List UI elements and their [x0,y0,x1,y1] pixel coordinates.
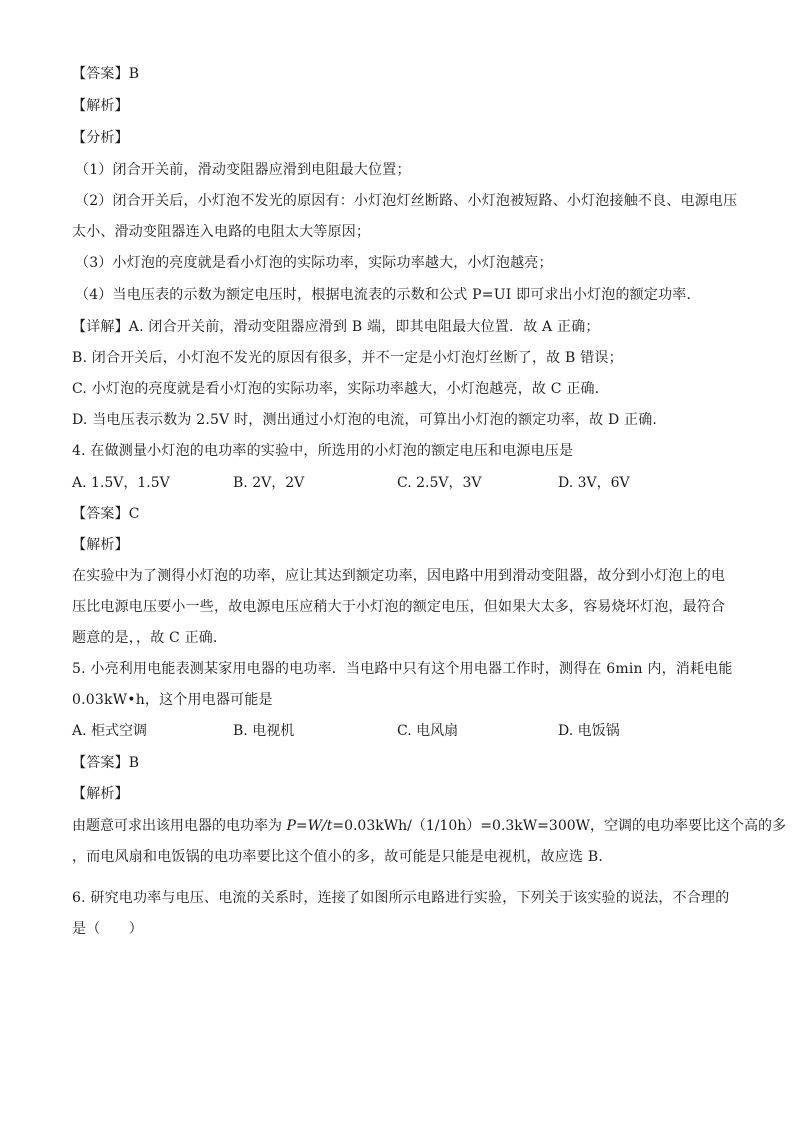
analysis-point-2: （2）闭合开关后，小灯泡不发光的原因有：小灯泡灯丝断路、小灯泡被短路、小灯泡接触不良、电源电压 [75,193,738,209]
q4-answer: 【答案】C [72,506,140,522]
q6-stem-1: 6. 研究电功率与电压、电流的关系时，连接了如图所示电路进行实验，下列关于该实验的说法，不合理的 [72,890,730,906]
q5-explanation-prefix: 由题意可求出该用电器的电功率为 [72,818,287,834]
analysis-point-1: （1）闭合开关前，滑动变阻器应滑到电阻最大位置； [75,162,411,178]
detail-line-a: 【详解】A. 闭合开关前，滑动变阻器应滑到 B 端，即其电阻最大位置．故 A 正确； [72,319,600,335]
q3-analysis-heading: 【分析】 [72,130,129,146]
q5-option-b: B. 电视机 [233,723,295,739]
q4-explanation-1: 在实验中为了测得小灯泡的功率，应让其达到额定功率，因电路中用到滑动变阻器，故分到小灯泡上的电 [72,568,726,584]
q4-option-a: A. 1.5V，1.5V [72,475,170,491]
q5-formula: P=W/t [286,818,333,834]
q3-analysis-label: 【解析】 [72,98,129,114]
q5-explanation-rest: =0.03kWh/（1/10h）=0.3kW=300W，空调的电功率要比这个高的多 [332,818,787,834]
detail-line-d: D. 当电压表示数为 2.5V 时，测出通过小灯泡的电流，可算出小灯泡的额定功率，故 D 正确. [72,412,658,428]
q5-stem-1: 5. 小亮利用电能表测某家用电器的电功率．当电路中只有这个用电器工作时，测得在 6min 内，消耗电能 [72,661,733,677]
q3-answer: 【答案】B [72,66,140,82]
q5-option-c: C. 电风扇 [397,723,459,739]
q5-stem-2: 0.03kW•h，这个用电器可能是 [72,692,273,708]
q5-option-d: D. 电饭锅 [558,723,620,739]
q5-explanation-1 [72,816,786,836]
q4-option-b: B. 2V，2V [233,475,305,491]
q4-explanation-2: 压比电源电压要小一些，故电源电压应稍大于小灯泡的额定电压，但如果大太多，容易烧坏灯泡，最符合 [72,599,726,615]
detail-line-b: B. 闭合开关后，小灯泡不发光的原因有很多，并不一定是小灯泡灯丝断了，故 B 错误； [72,350,623,366]
q4-option-d: D. 3V，6V [558,475,630,491]
q4-option-c: C. 2.5V，3V [397,475,482,491]
q5-option-a: A. 柜式空调 [72,723,148,739]
q4-analysis-label: 【解析】 [72,537,129,553]
q6-stem-2: 是（ ） [72,921,143,937]
analysis-point-2-cont: 太小、滑动变阻器连入电路的电阻太大等原因； [72,224,371,240]
q4-explanation-3: 题意的是，，故 C 正确． [72,630,228,646]
q5-analysis-label: 【解析】 [72,786,129,802]
q5-explanation-2: ，而电风扇和电饭锅的电功率要比这个值小的多，故可能是只能是电视机，故应选 B． [72,849,613,865]
q5-answer: 【答案】B [72,755,140,771]
analysis-point-3: （3）小灯泡的亮度就是看小灯泡的实际功率，实际功率越大，小灯泡越亮； [75,255,553,271]
detail-line-c: C. 小灯泡的亮度就是看小灯泡的实际功率，实际功率越大，小灯泡越亮，故 C 正确． [72,381,609,397]
analysis-point-4: （4）当电压表的示数为额定电压时，根据电流表的示数和公式 P=UI 即可求出小灯泡的额定功率． [75,287,701,303]
q4-stem: 4. 在做测量小灯泡的电功率的实验中，所选用的小灯泡的额定电压和电源电压是 [72,443,574,459]
